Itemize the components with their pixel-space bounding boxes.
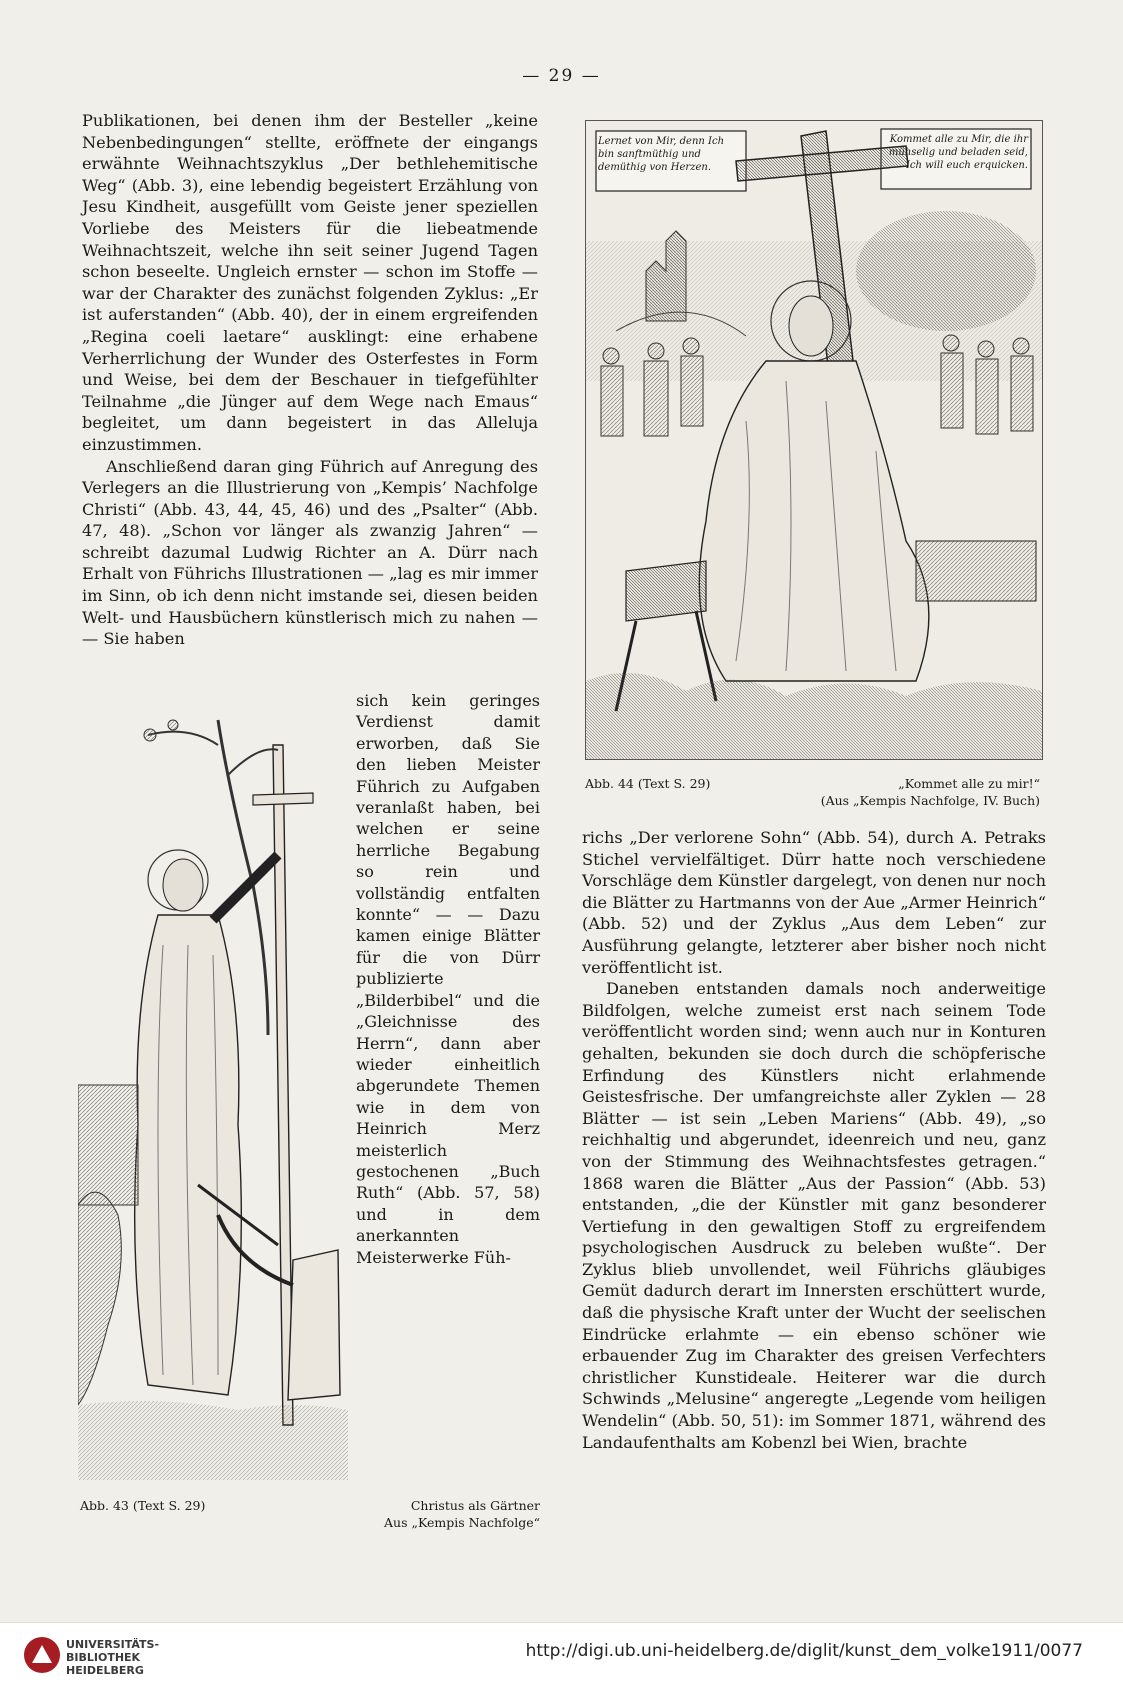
text-column-left-narrow: [356, 690, 540, 1268]
library-name: [66, 1638, 159, 1677]
caption-line: (Aus „Kempis Nachfolge, IV. Buch): [820, 793, 1040, 808]
library-name-line: HEIDELBERG: [66, 1664, 144, 1677]
paragraph: richs „Der verlorene Sohn“ (Abb. 54), durch A. Petraks Stichel vervielfältiget. Dürr hatte noch verschiedene Vorschläge dem Künstler dargelegt, von denen nur noch die Blätter zu Hartmanns von der Aue „Armer Heinrich“ (Abb. 52) und der Zyklus „Aus dem Leben“ zur Ausführung gelangte, letzterer aber bisher noch nicht veröffentlicht ist.: [582, 828, 1046, 977]
engraving-christ-with-cross: [586, 121, 1042, 759]
caption-line: Aus „Kempis Nachfolge“: [384, 1515, 540, 1530]
footer-bar: [0, 1622, 1123, 1703]
paragraph: Daneben entstanden damals noch anderweitige Bildfolgen, welche zumeist erst nach seinem Tode veröffentlicht worden sind; wenn auch nur in Konturen gehalten, bekunden sie doch durch die schöpferische Erfindung des Künstlers nicht erlahmende Geistesfrische. Der umfangreichste aller Zyklen — 28 Blätter — ist sein „Leben Mariens“ (Abb. 49), „so reichhaltig und abgerundet, ideenreich und neu, ganz von der Stimmung des Weihnachtsfestes getragen.“ 1868 waren die Blätter „Aus der Passion“ (Abb. 53) entstanden, „die der Künstler mit ganz besonderer Vertiefung in den gewaltigen Stoff zu ergreifendem psychologischen Ausdruck zu beleben wußte“. Der Zyklus blieb unvollendet, weil Führichs gläubiges Gemüt dadurch derart im Innersten erschüttert wurde, daß die physische Kraft unter der Wucht der seelischen Eindrücke erlahmte — ein ebenso schöner wie erbauender Zug im Charakter des greisen Verfechters christlicher Kunstideale. Heiterer war die durch Schwinds „Melusine“ angeregte „Legende vom heiligen Wendelin“ (Abb. 50, 51): im Sommer 1871, während des Landaufenthalts am Kobenzl bei Wien, brachte: [582, 979, 1046, 1452]
figure-43-illustration: [78, 705, 348, 1480]
figure-43-caption-title: [330, 1497, 540, 1531]
figure-44-caption-title: [780, 775, 1040, 809]
figure-44-illustration: [585, 120, 1043, 760]
caption-line: Christus als Gärtner: [410, 1498, 540, 1513]
library-name-line: BIBLIOTHEK: [66, 1651, 141, 1664]
text-column-left-top: [82, 110, 538, 650]
figure-43-caption-number: Abb. 43 (Text S. 29): [80, 1498, 206, 1513]
text-column-right: [582, 827, 1046, 1453]
figure-44-caption-number: Abb. 44 (Text S. 29): [585, 776, 711, 791]
university-library-logo-icon: [22, 1635, 62, 1675]
engraving-christ-gardener: [78, 705, 348, 1480]
banner-left-text: Lernet von Mir, denn Ich bin sanftmüthig und demüthig von Herzen.: [598, 136, 725, 173]
paragraph: Publikationen, bei denen ihm der Besteller „keine Nebenbedingungen“ stellte, eröffnete der eingangs erwähnte Weihnachtszyklus „Der bethlehemitische Weg“ (Abb. 3), eine lebendig begeistert Erzählung von Jesu Kindheit, ausgefüllt vom Geiste jener speziellen Vorliebe des Meisters für die liebeatmende Weihnachtszeit, welche ihn seit seiner Jugend Tagen schon beseelte. Ungleich ernster — schon im Stoffe — war der Charakter des zunächst folgenden Zyklus: „Er ist auferstanden“ (Abb. 40), der in einem ergreifenden „Regina coeli laetare“ ausklingt: eine erhabene Verherrlichung der Wunder des Osterfestes in Form und Weise, bei dem der Beschauer in tiefgefühlter Teilnahme „die Jünger auf dem Wege nach Emaus“ begleitet, um dann begeistert in das Alleluja einzustimmen.: [82, 111, 538, 454]
caption-line: „Kommet alle zu mir!“: [898, 776, 1040, 791]
robe: [135, 915, 242, 1395]
library-name-line: UNIVERSITÄTS-: [66, 1638, 160, 1651]
paragraph: sich kein geringes Verdienst damit erworben, daß Sie den lieben Meister Führich zu Aufgaben veranlaßt haben, bei welchen er seine herrliche Begabung so rein und vollständig entfalten konnte“ — — Dazu kamen einige Blätter für die von Dürr publizierte „Bilderbibel“ und die „Gleichnisse des Herrn“, dann aber wieder einheitlich abgerundete Themen wie in dem von Heinrich Merz meisterlich gestochenen „Buch Ruth“ (Abb. 57, 58) und in dem anerkannten Meisterwerke Füh-: [356, 691, 540, 1267]
source-url-link[interactable]: http://digi.ub.uni-heidelberg.de/diglit/kunst_dem_volke1911/0077: [525, 1641, 1083, 1661]
paragraph: Anschließend daran ging Führich auf Anregung des Verlegers an die Illustrierung von „Kempis’ Nachfolge Christi“ (Abb. 43, 44, 45, 46) und des „Psalter“ (Abb. 47, 48). „Schon vor länger als zwanzig Jahren“ — schreibt dazumal Ludwig Richter an A. Dürr nach Erhalt von Führichs Illustrationen — „lag es mir immer im Sinn, ob ich denn nicht imstande sei, diesen beiden Welt- und Hausbüchern künstlerisch mich zu nahen — — Sie haben: [82, 456, 538, 649]
manger: [626, 561, 706, 621]
banner-right-text: Kommet alle zu Mir, die ihr mühselig und beladen seid, Ich will euch erquicken.: [888, 134, 1028, 171]
page-number: — 29 —: [522, 66, 601, 86]
watering-can: [288, 1250, 340, 1400]
